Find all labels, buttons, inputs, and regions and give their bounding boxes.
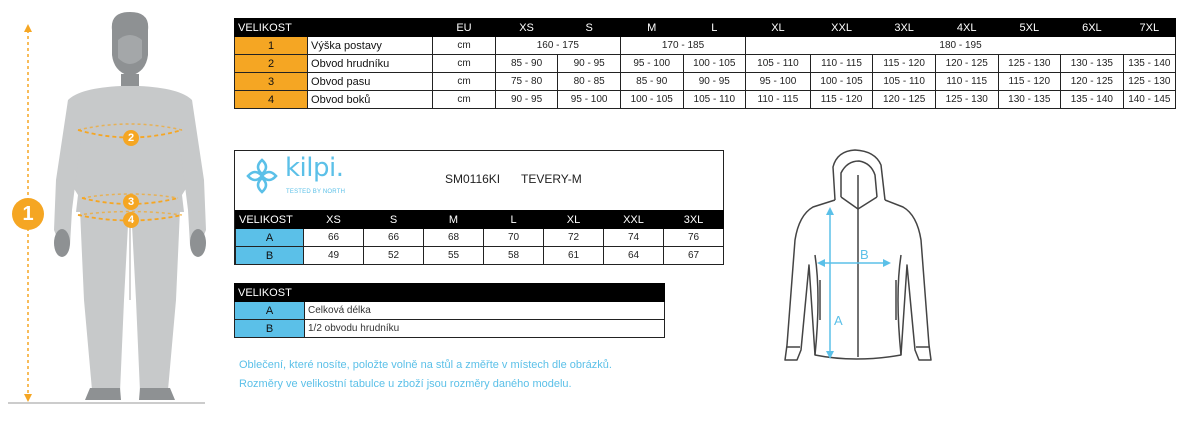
product-name: TEVERY-M [521,172,582,186]
table-cell: 90 - 95 [558,55,621,73]
table-cell: 90 - 95 [495,91,558,109]
table-row [235,91,1176,109]
table-cell: 80 - 85 [558,73,621,91]
table-cell: 135 - 140 [1123,55,1175,73]
table-cell: 68 [424,229,484,247]
row-unit: cm [433,91,496,109]
table-cell: 66 [304,229,364,247]
marker-waist-badge [123,194,139,210]
table-cell: 115 - 120 [998,73,1061,91]
header-xl: XL [544,211,604,229]
table-cell: 140 - 145 [1123,91,1175,109]
header-xs: XS [495,19,558,37]
header-5xl: 5XL [998,19,1061,37]
header-xxl: XXL [810,19,873,37]
header-velikost: VELIKOST [236,211,304,229]
table-cell: 64 [604,247,664,265]
table-row [235,302,665,320]
table-cell: 130 - 135 [1061,55,1124,73]
header-s: S [364,211,424,229]
product-size-table [235,210,724,265]
brand-tagline: TESTED BY NORTH [286,189,346,195]
table-cell: 100 - 105 [620,91,683,109]
table-cell: 90 - 95 [683,73,746,91]
legend-header: VELIKOST [235,284,665,302]
table-cell: 100 - 105 [683,55,746,73]
header-s: S [558,19,621,37]
table-cell: 52 [364,247,424,265]
table-cell: 74 [604,229,664,247]
legend-header-row [235,284,665,302]
table-cell: 120 - 125 [873,91,936,109]
header-xxl: XXL [604,211,664,229]
table-cell: 105 - 110 [683,91,746,109]
table-cell: 105 - 110 [873,73,936,91]
table-cell: 125 - 130 [935,91,998,109]
body-size-table [234,18,1176,109]
table-row [236,229,724,247]
marker-height-label: 1 [22,203,34,225]
table-cell: 95 - 100 [558,91,621,109]
table-cell: 85 - 90 [620,73,683,91]
marker-height-badge [12,198,44,230]
table-cell: 58 [484,247,544,265]
table-row [235,37,1176,55]
table-row [235,320,665,338]
table-cell: 72 [544,229,604,247]
table-cell: 110 - 115 [935,73,998,91]
table-cell: 115 - 120 [873,55,936,73]
row-number: 1 [235,37,308,55]
table-cell: 95 - 100 [746,73,811,91]
table-cell: 70 [484,229,544,247]
legend-text: Celková délka [305,302,665,320]
table-cell: 120 - 125 [1061,73,1124,91]
table-cell: 75 - 80 [495,73,558,91]
marker-hips-label: 4 [127,214,135,226]
marker-waist-label: 3 [127,196,135,208]
table-cell: 170 - 185 [620,37,745,55]
table-cell: 120 - 125 [935,55,998,73]
table-row [236,247,724,265]
legend-key: B [235,320,305,338]
table-cell: 130 - 135 [998,91,1061,109]
row-label: Obvod hrudníku [308,55,433,73]
header-6xl: 6XL [1061,19,1124,37]
table-cell: 66 [364,229,424,247]
row-label: Obvod pasu [308,73,433,91]
row-unit: cm [433,73,496,91]
body-size-header-row [235,19,1176,37]
row-unit: cm [433,37,496,55]
jacket-marker-a: A [834,313,843,328]
legend-text: 1/2 obvodu hrudníku [305,320,665,338]
header-7xl: 7XL [1123,19,1175,37]
product-size-header-row [236,211,724,229]
header-m: M [424,211,484,229]
row-key: B [236,247,304,265]
row-label: Výška postavy [308,37,433,55]
header-xl: XL [746,19,811,37]
kilpi-logo-icon [245,157,279,195]
row-number: 2 [235,55,308,73]
table-cell: 85 - 90 [495,55,558,73]
table-cell: 61 [544,247,604,265]
instruction-note: Rozměry ve velikostní tabulce u zboží jsou rozměry daného modelu. [239,378,572,390]
table-cell: 115 - 120 [810,91,873,109]
header-l: L [484,211,544,229]
product-code: SM0116KI [445,172,501,186]
table-cell: 55 [424,247,484,265]
table-cell: 125 - 130 [1123,73,1175,91]
instruction-note: Oblečení, které nosíte, položte volně na stůl a změřte v místech dle obrázků. [239,359,612,371]
table-row [235,55,1176,73]
jacket-marker-b: B [860,247,869,262]
header-xs: XS [304,211,364,229]
brand-name: kilpi. [285,153,344,183]
header-3xl: 3XL [873,19,936,37]
row-unit: cm [433,55,496,73]
marker-hips-badge [123,212,139,228]
row-label: Obvod boků [308,91,433,109]
marker-chest-label: 2 [127,132,135,144]
table-cell: 135 - 140 [1061,91,1124,109]
product-size-card [234,150,724,265]
marker-chest-badge [123,130,139,146]
header-4xl: 4XL [935,19,998,37]
table-cell: 160 - 175 [495,37,620,55]
table-row [235,73,1176,91]
measurement-legend-table [234,283,665,338]
legend-key: A [235,302,305,320]
table-cell: 76 [664,229,724,247]
header-l: L [683,19,746,37]
table-cell: 125 - 130 [998,55,1061,73]
header-m: M [620,19,683,37]
row-key: A [236,229,304,247]
row-number: 3 [235,73,308,91]
table-cell: 105 - 110 [746,55,811,73]
header-velikost: VELIKOST [235,19,433,37]
table-cell: 180 - 195 [746,37,1176,55]
header-3xl: 3XL [664,211,724,229]
row-number: 4 [235,91,308,109]
table-cell: 110 - 115 [746,91,811,109]
table-cell: 95 - 100 [620,55,683,73]
table-cell: 110 - 115 [810,55,873,73]
header-eu: EU [433,19,496,37]
table-cell: 100 - 105 [810,73,873,91]
table-cell: 49 [304,247,364,265]
table-cell: 67 [664,247,724,265]
